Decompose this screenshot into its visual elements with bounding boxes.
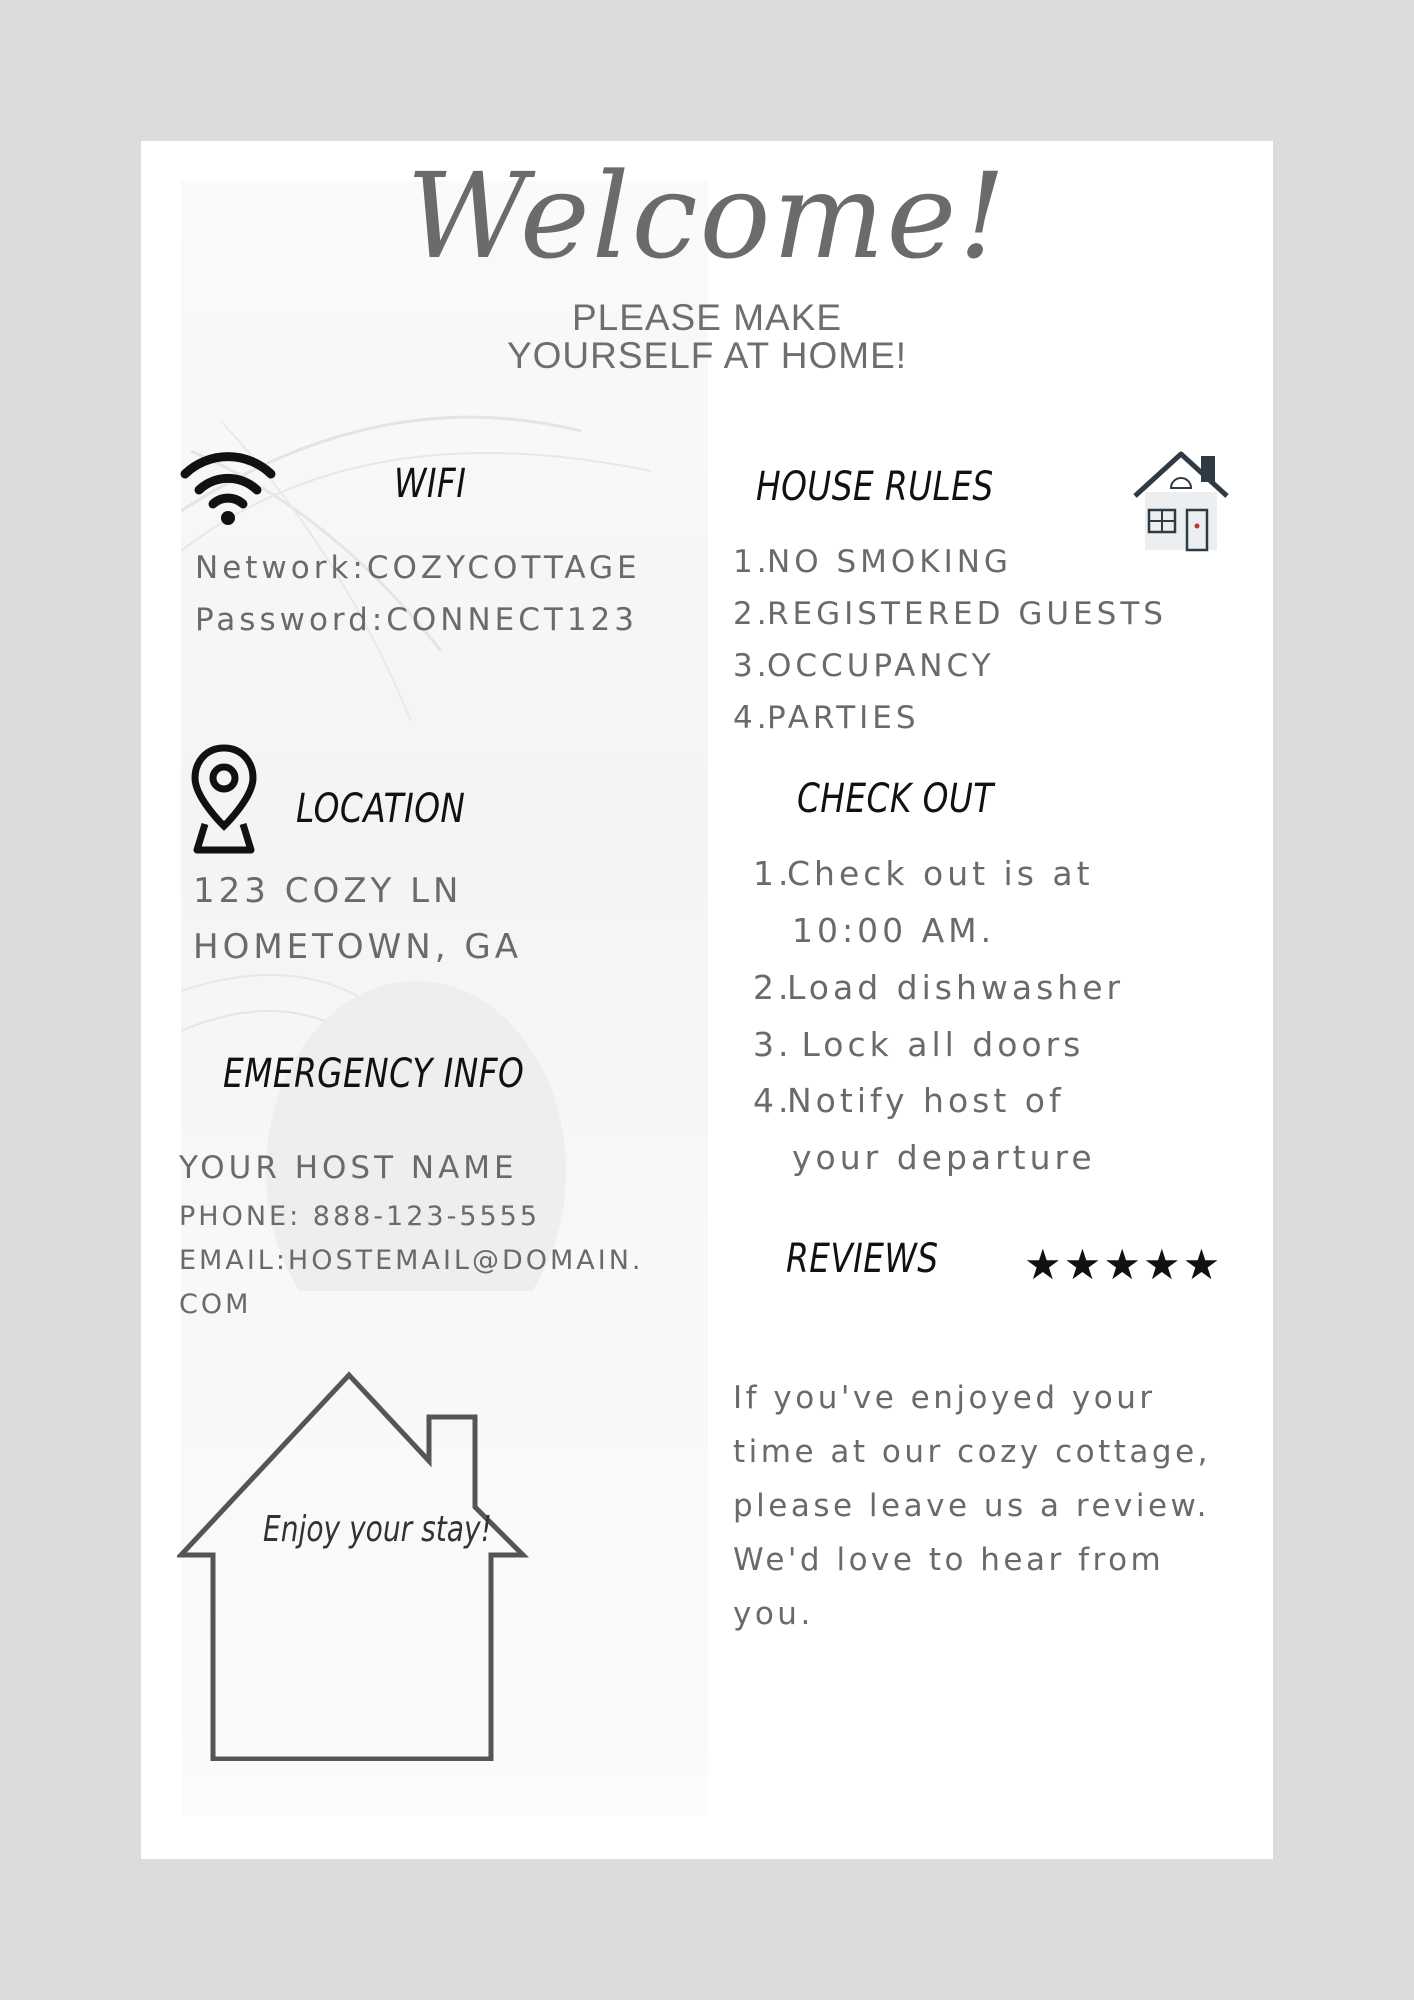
star-icon: ★ (1103, 1241, 1141, 1288)
host-email: EMAIL:HOSTEMAIL@DOMAIN. (179, 1245, 644, 1276)
review-line: We'd love to hear from (733, 1542, 1165, 1578)
checkout-text-continued: your departure (792, 1138, 1096, 1177)
rule-item (733, 544, 1012, 580)
star-icon: ★ (1142, 1241, 1181, 1288)
checkout-item (753, 1081, 1065, 1120)
house-rules-title: HOUSE RULES (756, 464, 994, 510)
wifi-password: Password:CONNECT123 (195, 602, 639, 638)
checkout-number: 4. (753, 1081, 793, 1120)
rule-number: 4. (733, 700, 771, 736)
checkout-number: 1. (753, 854, 793, 893)
checkout-text: Load dishwasher (787, 968, 1125, 1007)
emergency-title: EMERGENCY INFO (223, 1051, 525, 1097)
review-line: you. (733, 1596, 814, 1632)
host-name: YOUR HOST NAME (179, 1150, 518, 1186)
star-icon: ★ (1024, 1241, 1062, 1288)
checkout-item (753, 1025, 1084, 1064)
checkout-item (753, 968, 1124, 1007)
star-rating (1024, 1241, 1222, 1288)
location-street: 123 COZY LN (193, 871, 463, 911)
check-out-title: CHECK OUT (797, 776, 994, 822)
subtitle-line-1: PLEASE MAKE (571, 297, 843, 338)
location-title: LOCATION (296, 786, 466, 832)
map-pin-icon (191, 744, 257, 856)
welcome-card (141, 141, 1273, 1859)
star-icon: ★ (1182, 1241, 1221, 1288)
checkout-text: Check out is at (787, 854, 1094, 893)
rule-number: 1. (733, 544, 771, 580)
rule-text: OCCUPANCY (767, 648, 995, 684)
checkout-item (753, 854, 1094, 893)
house-icon (1131, 448, 1231, 552)
enjoy-stay-text: Enjoy your stay! (263, 1509, 492, 1550)
wifi-title: WIFI (394, 461, 467, 507)
rule-text: REGISTERED GUESTS (767, 596, 1167, 632)
review-line: If you've enjoyed your (733, 1380, 1156, 1416)
star-icon: ★ (1063, 1241, 1102, 1288)
subtitle-line-2: YOURSELF AT HOME! (506, 335, 908, 376)
checkout-text-continued: 10:00 AM. (792, 911, 996, 950)
rule-number: 3. (733, 648, 771, 684)
welcome-heading: Welcome! (406, 147, 1008, 285)
checkout-text: Lock all doors (787, 1025, 1085, 1064)
review-paragraph (733, 1371, 1253, 1641)
checkout-number: 3. (753, 1025, 793, 1064)
checkout-text: Notify host of (787, 1081, 1065, 1120)
rule-text: PARTIES (767, 700, 920, 736)
reviews-title: REVIEWS (786, 1236, 939, 1282)
checkout-number: 2. (753, 968, 793, 1007)
review-line: please leave us a review. (733, 1488, 1210, 1524)
location-city: HOMETOWN, GA (193, 927, 522, 967)
wifi-network: Network:COZYCOTTAGE (195, 550, 641, 586)
review-line: time at our cozy cottage, (733, 1434, 1212, 1470)
rule-item (733, 648, 995, 684)
rule-number: 2. (733, 596, 771, 632)
wifi-icon (179, 446, 277, 526)
rule-item (733, 596, 1167, 632)
rule-item (733, 700, 920, 736)
host-email-continued: COM (179, 1289, 252, 1320)
host-phone: PHONE: 888-123-5555 (179, 1201, 541, 1232)
rule-text: NO SMOKING (767, 544, 1012, 580)
